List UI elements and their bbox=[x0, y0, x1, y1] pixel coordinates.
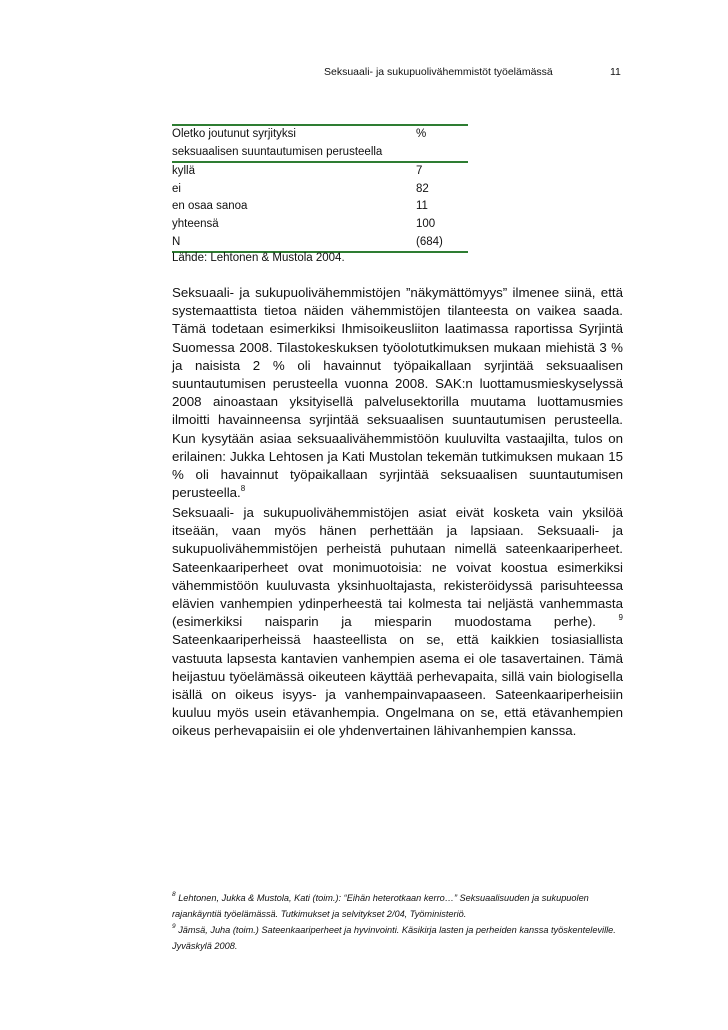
table-source: Lähde: Lehtonen & Mustola 2004. bbox=[172, 252, 345, 264]
footnote-text: Jämsä, Juha (toim.) Sateenkaariperheet ja hyvinvointi. Käsikirja lasten ja perheiden kanssa työskenteleville. Jyväskylä 2008. bbox=[172, 925, 616, 951]
table-row bbox=[172, 234, 468, 253]
table-row-label: en osaa sanoa bbox=[172, 200, 248, 213]
table-row-label: N bbox=[172, 234, 416, 253]
table-row-label: yhteensä bbox=[172, 217, 219, 230]
table-value-header: % bbox=[416, 125, 468, 144]
table-header-row bbox=[172, 144, 468, 163]
table-row bbox=[172, 162, 468, 181]
table-row bbox=[172, 216, 468, 234]
header-title: Seksuaali- ja sukupuolivähemmistöt työelämässä bbox=[324, 66, 553, 78]
table-row-label: kyllä bbox=[172, 165, 196, 178]
survey-table bbox=[172, 124, 468, 253]
footnote-number: 9 bbox=[172, 922, 176, 930]
table-question-line1: Oletko joutunut syrjityksi bbox=[172, 125, 416, 144]
paragraph-text: Seksuaali- ja sukupuolivähemmistöjen ”näkymättömyys” ilmenee siinä, että systemaattista tietoa näiden vähemmistöjen tilanteesta on vaikea saada. Tämä todetaan esimerkiksi Ihmisoikeusliiton laatimassa raportissa Syrjintä Suomessa 2008. Tilastokeskuksen työolotutkimuksen mukaan miehistä 3 % ja naisista 2 % oli havainnut työpaikallaan syrjintää seksuaalisen suuntautumisen perusteella vuonna 2008. SAK:n luottamusmieskyselyssä 2008 ainoastaan yksityisellä palvelusektorilla muutama luottamusmies ilmoitti havainneensa syrjintää seksuaalisen suuntautumisen perusteella. Kun kysytään asiaa seksuaalivähemmistöön kuuluvilta vastaajilta, tulos on erilainen: Jukka Lehtosen ja Kati Mustolan tekemän tutkimuksen mukaan 15 % oli havainnut työpaikallaan syrjintää seksuaalisen suuntautumisen perusteella. bbox=[172, 285, 623, 501]
table-row-value: 7 bbox=[416, 165, 423, 178]
footnote-number: 8 bbox=[172, 890, 176, 898]
footnote-text: Lehtonen, Jukka & Mustola, Kati (toim.): “Eihän heterotkaan kerro…” Seksuaalisuuden ja sukupuolen rajankäyntiä työelämässä. Tutkimukset ja selvitykset 2/04, Työministeriö. bbox=[172, 893, 589, 919]
footnote bbox=[172, 890, 623, 922]
table-row-value: 11 bbox=[416, 200, 428, 213]
table-row-value: 100 bbox=[416, 217, 436, 230]
footnote bbox=[172, 922, 623, 954]
table-row-value: (684) bbox=[416, 234, 468, 253]
footnote-ref: 9 bbox=[618, 612, 623, 622]
body-paragraph bbox=[172, 504, 623, 741]
table-question-line2: seksuaalisen suuntautumisen perusteella bbox=[172, 144, 416, 163]
table-row bbox=[172, 181, 468, 199]
table-row bbox=[172, 198, 468, 216]
paragraph-text: Sateenkaariperheissä haasteellista on se, että kaikkien tosiasiallista vastuuta lapsesta kantavien vanhempien asema ei ole tasavertainen. Tämä heijastuu työelämässä oikeuteen käyttää perhevapaita, sillä vain biologisella isällä on oikeus isyys- ja vanhempainvapaaseen. Sateenkaariperheisiin kuuluu myös usein etävanhempia. Ongelmana on se, että etävanhempien oikeus perhevapaisiin ei ole yhdenvertainen lähivanhempien kanssa. bbox=[172, 632, 623, 739]
table-row-value: 82 bbox=[416, 182, 429, 195]
body-paragraph bbox=[172, 284, 623, 502]
table-header-row bbox=[172, 125, 468, 144]
table-row-label: ei bbox=[172, 182, 181, 195]
page-number: 11 bbox=[610, 66, 621, 78]
paragraph-text: Seksuaali- ja sukupuolivähemmistöjen asiat eivät kosketa vain yksilöä itseään, vaan myös hänen perhettään ja lapsiaan. Seksuaali- ja sukupuolivähemmistöjen perheistä puhutaan nimellä sateenkaariperheet. Sateenkaariperheet ovat monimuotoisia: ne voivat koostua esimerkiksi vähemmistöön kuuluvasta yksinhuoltajasta, rekisteröidyssä parisuhteessa elävien vanhempien ydinperheestä tai kolmesta tai neljästä vanhemmasta (esimerkiksi naisparin ja miesparin muodostama perhe). bbox=[172, 505, 623, 630]
footnotes bbox=[172, 890, 623, 954]
footnote-ref: 8 bbox=[240, 483, 246, 493]
